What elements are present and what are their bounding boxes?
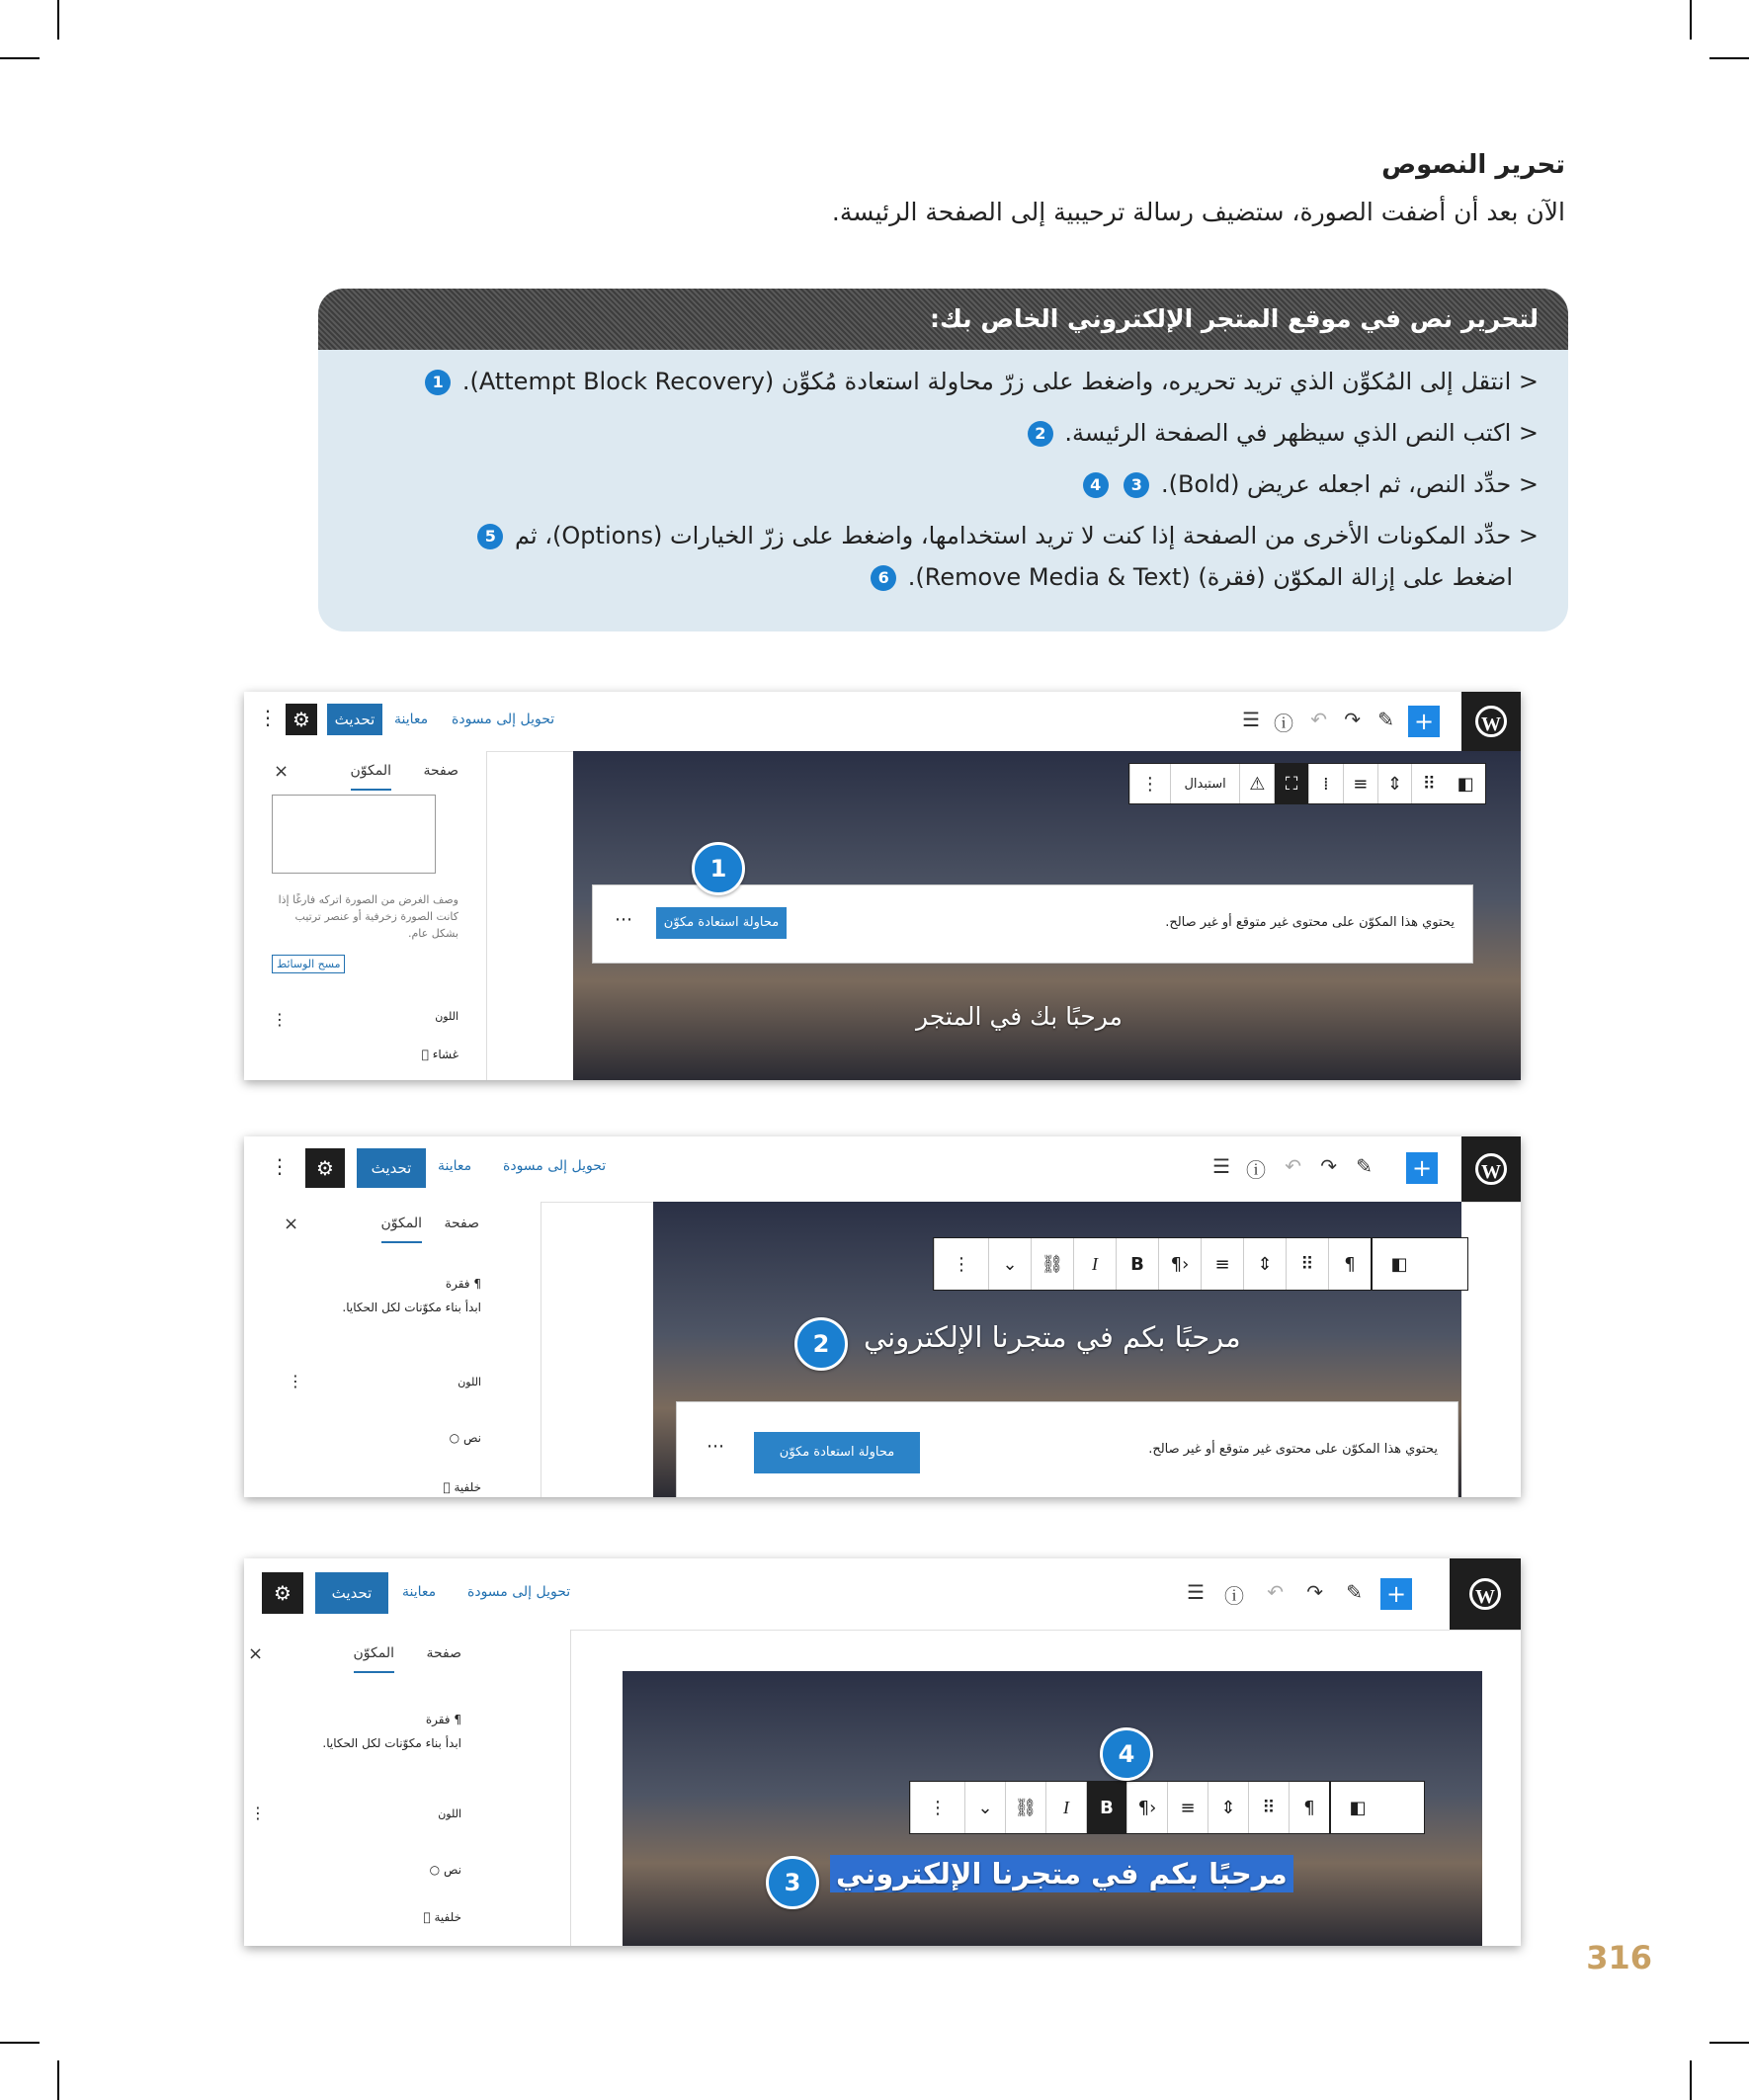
media-text-icon[interactable]: ◧ bbox=[1371, 1238, 1426, 1290]
block-toolbar bbox=[909, 1781, 1425, 1834]
italic-icon[interactable]: I bbox=[1073, 1238, 1116, 1290]
editor-topbar bbox=[244, 692, 1521, 752]
editor-topbar bbox=[244, 1136, 1521, 1203]
chevron-down-icon[interactable]: ⌄ bbox=[988, 1238, 1031, 1290]
settings-sidebar bbox=[244, 1202, 541, 1497]
undo-icon[interactable]: ↶ bbox=[1267, 1580, 1284, 1604]
close-icon[interactable]: × bbox=[284, 1214, 299, 1234]
crop-mark bbox=[0, 2042, 40, 2044]
list-view-icon[interactable]: ☰ bbox=[1187, 1580, 1205, 1604]
paragraph-label: ¶ فقرة bbox=[445, 1277, 481, 1291]
undo-icon[interactable]: ↶ bbox=[1285, 1154, 1301, 1178]
callout-2: 2 bbox=[794, 1317, 848, 1371]
settings-sidebar bbox=[244, 1630, 571, 1946]
crop-mark bbox=[57, 0, 59, 40]
alt-text-input[interactable] bbox=[272, 795, 436, 874]
paragraph-description: ابدأ بناء مكوّنات لكل الحكايا. bbox=[342, 1301, 481, 1314]
step-4: < حدِّد المكونات الأخرى من الصفحة إذا كنت لا تريد استخدامها، واضغط على زرّ الخيارات (Options)، ثم 5 bbox=[473, 522, 1539, 549]
switch-to-draft-link[interactable]: تحويل إلى مسودة bbox=[503, 1158, 607, 1174]
wordpress-icon: W bbox=[1475, 1153, 1507, 1185]
add-block-button[interactable]: + bbox=[1380, 1578, 1412, 1610]
update-button[interactable]: تحديث bbox=[315, 1572, 388, 1614]
more-options-icon[interactable]: ⋮ bbox=[910, 1782, 964, 1833]
bold-icon[interactable]: B bbox=[1116, 1238, 1158, 1290]
editor-screenshot-2 bbox=[244, 1136, 1521, 1497]
invalid-block-message: يحتوي هذا المكوّن على محتوى غير متوقع أو غير صالح. bbox=[1165, 915, 1455, 930]
settings-sidebar bbox=[244, 751, 487, 1080]
list-view-icon[interactable]: ☰ bbox=[1212, 1154, 1230, 1178]
paragraph-label: ¶ فقرة bbox=[425, 1713, 461, 1726]
step-2: < اكتب النص الذي سيظهر في الصفحة الرئيسة. 2 bbox=[1024, 419, 1539, 447]
media-text-icon[interactable]: ◧ bbox=[1457, 773, 1474, 795]
tab-page[interactable]: صفحة bbox=[444, 1216, 479, 1231]
warning-icon[interactable]: ⚠ bbox=[1239, 764, 1274, 803]
crop-mark bbox=[57, 2060, 59, 2100]
callout-3: 3 bbox=[766, 1856, 819, 1909]
editor-topbar bbox=[244, 1558, 1521, 1631]
redo-icon[interactable]: ↷ bbox=[1320, 1154, 1337, 1178]
invalid-block-card bbox=[676, 1401, 1458, 1497]
more-options-icon[interactable]: ⋮ bbox=[1129, 764, 1170, 803]
step-badge: 5 bbox=[477, 524, 503, 549]
invalid-block-card bbox=[592, 884, 1473, 964]
color-label: اللون bbox=[435, 1010, 458, 1023]
bold-icon[interactable]: B bbox=[1086, 1782, 1126, 1833]
attempt-recovery-button[interactable]: محاولة استعادة مكوّن bbox=[754, 1432, 920, 1473]
info-icon[interactable]: ⓘ bbox=[1224, 1584, 1244, 1608]
color-label: اللون bbox=[458, 1376, 481, 1388]
more-options-icon[interactable]: ⋮ bbox=[258, 706, 278, 729]
tab-block[interactable]: المكوّن bbox=[351, 763, 392, 791]
media-text-icon[interactable]: ◧ bbox=[1329, 1782, 1384, 1833]
info-icon[interactable]: ⓘ bbox=[1246, 1158, 1266, 1182]
background-color-option[interactable]: خلفية ⃠ bbox=[423, 1910, 461, 1924]
block-toolbar bbox=[933, 1237, 1468, 1291]
options-icon[interactable]: ⋮ bbox=[250, 1804, 266, 1822]
settings-gear-icon[interactable]: ⚙ bbox=[262, 1572, 303, 1614]
fullscreen-icon[interactable]: ⛶ bbox=[1274, 764, 1308, 803]
info-icon[interactable]: ⓘ bbox=[1274, 712, 1293, 735]
edit-pencil-icon[interactable]: ✎ bbox=[1377, 708, 1394, 731]
wordpress-icon: W bbox=[1475, 706, 1507, 737]
editor-screenshot-3 bbox=[244, 1558, 1521, 1946]
alt-text-help: وصف الغرض من الصورة اتركه فارغًا إذا كانت الصورة زخرفية أو عنصر ترتيب بشكل عام. bbox=[278, 893, 458, 940]
page-number: 316 bbox=[1586, 1939, 1652, 1976]
step-badge: 2 bbox=[1028, 421, 1053, 447]
redo-icon[interactable]: ↷ bbox=[1306, 1580, 1323, 1604]
more-options-icon[interactable]: ⋯ bbox=[707, 1436, 724, 1457]
wordpress-logo[interactable] bbox=[1461, 1136, 1521, 1202]
more-options-icon[interactable]: ⋮ bbox=[270, 1154, 290, 1178]
callout-1: 1 bbox=[692, 842, 745, 895]
grid-icon[interactable]: ⁞ bbox=[1308, 764, 1343, 803]
tab-block[interactable]: المكوّن bbox=[381, 1216, 423, 1243]
step-badge: 6 bbox=[871, 565, 896, 591]
redo-icon[interactable]: ↷ bbox=[1344, 708, 1361, 731]
link-icon[interactable]: ⛓ bbox=[1031, 1238, 1073, 1290]
section-title: تحرير النصوص bbox=[1381, 150, 1565, 180]
paragraph-icon[interactable]: ¶ bbox=[1328, 1238, 1371, 1290]
link-icon[interactable]: ⛓ bbox=[1005, 1782, 1045, 1833]
close-icon[interactable]: × bbox=[274, 761, 290, 782]
wordpress-logo[interactable] bbox=[1461, 692, 1521, 751]
step-badge: 1 bbox=[425, 370, 451, 395]
options-icon[interactable]: ⋮ bbox=[272, 1010, 288, 1029]
text-direction-icon[interactable]: ¶› bbox=[1158, 1238, 1201, 1290]
background-color-option[interactable]: خلفية ⃠ bbox=[443, 1480, 481, 1494]
list-view-icon[interactable]: ☰ bbox=[1242, 708, 1260, 731]
callout-4: 4 bbox=[1100, 1727, 1153, 1781]
undo-icon[interactable]: ↶ bbox=[1310, 708, 1327, 731]
drag-handle-icon[interactable]: ⠿ bbox=[1286, 1238, 1328, 1290]
update-button[interactable]: تحديث bbox=[327, 704, 382, 735]
crop-mark bbox=[1690, 2060, 1692, 2100]
greeting-text[interactable]: مرحبًا بك في المتجر bbox=[916, 1002, 1123, 1031]
tab-block[interactable]: المكوّن bbox=[354, 1645, 395, 1673]
align-icon[interactable]: ≡ bbox=[1201, 1238, 1243, 1290]
step-badge: 4 bbox=[1083, 472, 1109, 498]
update-button[interactable]: تحديث bbox=[357, 1148, 426, 1188]
align-icon[interactable]: ≡ bbox=[1167, 1782, 1208, 1833]
edit-pencil-icon[interactable]: ✎ bbox=[1356, 1154, 1373, 1178]
move-icon[interactable]: ⇕ bbox=[1208, 1782, 1248, 1833]
instruction-header: لتحرير نص في موقع المتجر الإلكتروني الخاص بك: bbox=[318, 289, 1568, 350]
preview-link[interactable]: معاينة bbox=[394, 712, 429, 727]
add-block-button[interactable]: + bbox=[1406, 1152, 1438, 1184]
edit-pencil-icon[interactable]: ✎ bbox=[1346, 1580, 1363, 1604]
preview-link[interactable]: معاينة bbox=[438, 1158, 472, 1174]
more-options-icon[interactable]: ⋯ bbox=[615, 909, 632, 930]
close-icon[interactable]: × bbox=[248, 1643, 264, 1664]
step-3: < حدِّد النص، ثم اجعله عريض (Bold). 3 4 bbox=[1079, 470, 1539, 498]
align-icon[interactable]: ≡ bbox=[1343, 764, 1377, 803]
move-icon[interactable]: ⇕ bbox=[1243, 1238, 1286, 1290]
crop-mark bbox=[1709, 57, 1749, 59]
italic-icon[interactable]: I bbox=[1045, 1782, 1086, 1833]
crop-mark bbox=[0, 57, 40, 59]
text-direction-icon[interactable]: ¶› bbox=[1126, 1782, 1167, 1833]
preview-link[interactable]: معاينة bbox=[402, 1584, 437, 1600]
block-toolbar bbox=[1128, 763, 1486, 804]
instruction-box bbox=[318, 289, 1568, 631]
text-color-option[interactable]: نص ○ bbox=[429, 1863, 461, 1877]
wordpress-logo[interactable] bbox=[1450, 1558, 1521, 1630]
settings-gear-icon[interactable]: ⚙ bbox=[286, 704, 317, 735]
more-options-icon[interactable]: ⋮ bbox=[934, 1238, 988, 1290]
invalid-block-message: يحتوي هذا المكوّن على محتوى غير متوقع أو غير صالح. bbox=[1148, 1442, 1438, 1457]
replace-button[interactable]: استبدال bbox=[1170, 764, 1240, 803]
options-icon[interactable]: ⋮ bbox=[288, 1372, 303, 1390]
tab-page[interactable]: صفحة bbox=[423, 763, 458, 779]
step-badge: 3 bbox=[1124, 472, 1149, 498]
greeting-text[interactable]: مرحبًا بكم في متجرنا الإلكتروني bbox=[864, 1320, 1241, 1354]
step-4-cont: اضغط على إزالة المكوّن (فقرة) (Remove Media & Text). 6 bbox=[867, 563, 1513, 591]
drag-handle-icon[interactable]: ⠿ bbox=[1248, 1782, 1289, 1833]
switch-to-draft-link[interactable]: تحويل إلى مسودة bbox=[452, 712, 555, 727]
step-1: < انتقل إلى المُكوِّن الذي تريد تحريره، واضغط على زرّ محاولة استعادة مُكوِّن (Attempt Block Recovery). 1 bbox=[421, 368, 1539, 395]
settings-gear-icon[interactable]: ⚙ bbox=[305, 1148, 345, 1188]
switch-to-draft-link[interactable]: تحويل إلى مسودة bbox=[467, 1584, 571, 1600]
wordpress-icon: W bbox=[1469, 1578, 1501, 1610]
color-label: اللون bbox=[438, 1807, 461, 1820]
text-color-option[interactable]: نص ○ bbox=[449, 1431, 481, 1445]
duotone-option[interactable]: غشاء ⃠ bbox=[421, 1048, 458, 1061]
crop-mark bbox=[1709, 2042, 1749, 2044]
greeting-text-selected[interactable]: مرحبًا بكم في متجرنا الإلكتروني bbox=[830, 1855, 1293, 1892]
attempt-recovery-button[interactable]: محاولة استعادة مكوّن bbox=[656, 907, 787, 939]
drag-handle-icon[interactable]: ⠿ bbox=[1411, 764, 1446, 803]
paragraph-description: ابدأ بناء مكوّنات لكل الحكايا. bbox=[322, 1736, 461, 1750]
crop-mark bbox=[1690, 0, 1692, 40]
move-icon[interactable]: ⇕ bbox=[1377, 764, 1412, 803]
paragraph-icon[interactable]: ¶ bbox=[1289, 1782, 1329, 1833]
clear-media-button[interactable]: مسح الوسائط bbox=[272, 955, 345, 973]
add-block-button[interactable]: + bbox=[1408, 706, 1440, 737]
tab-page[interactable]: صفحة bbox=[426, 1645, 461, 1661]
chevron-down-icon[interactable]: ⌄ bbox=[964, 1782, 1005, 1833]
editor-screenshot-1 bbox=[244, 692, 1521, 1080]
section-intro: الآن بعد أن أضفت الصورة، ستضيف رسالة ترحيبية إلى الصفحة الرئيسة. bbox=[831, 198, 1565, 226]
